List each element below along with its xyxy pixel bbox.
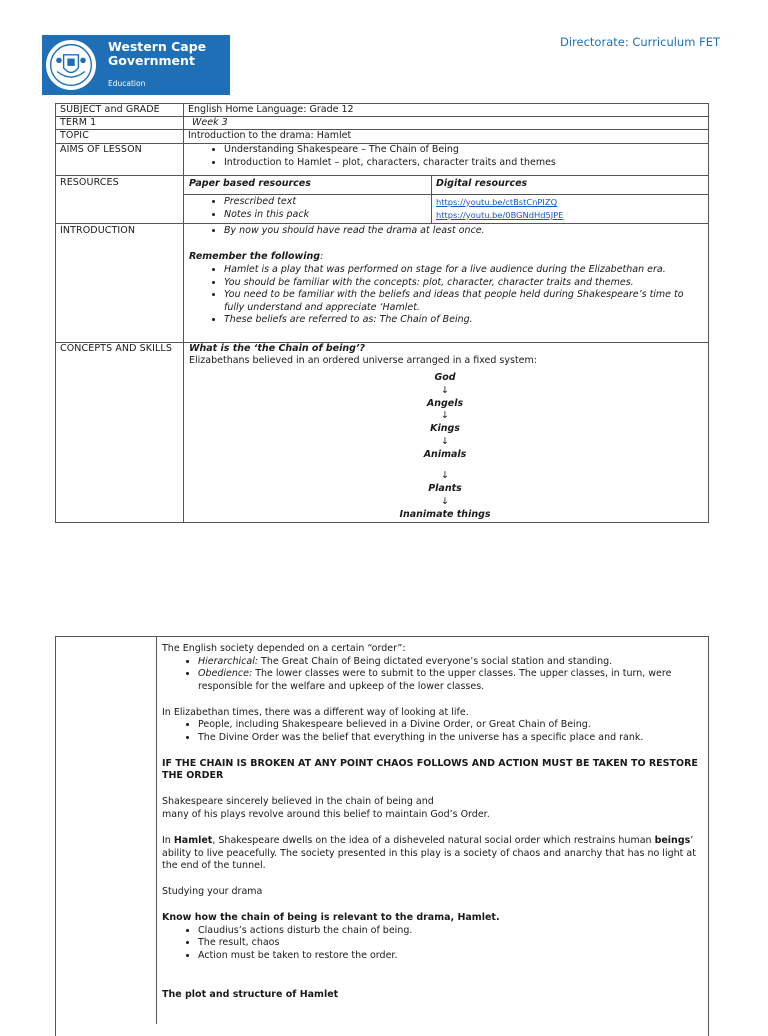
- term-value: Week 3: [192, 117, 228, 128]
- logo-subtitle: Education: [108, 79, 146, 88]
- remember-colon: :: [320, 251, 324, 262]
- aims-label: AIMS OF LESSON: [60, 144, 142, 155]
- arrow-down-icon: ↓: [441, 496, 449, 507]
- chaos-warning: IF THE CHAIN IS BROKEN AT ANY POINT CHAOS FOLLOWS AND ACTION MUST BE TAKEN TO RESTORE THE ORDER: [162, 757, 698, 782]
- hamlet-paragraph: [162, 835, 704, 873]
- chain-item-god: God: [434, 372, 456, 383]
- paper-resource-item: • Notes in this pack: [224, 209, 428, 222]
- row-line: [55, 223, 709, 224]
- arrow-down-icon: ↓: [441, 436, 449, 447]
- shakespeare-belief-1: Shakespeare sincerely believed in the chain of being and: [162, 796, 434, 808]
- intro-item: • You need to be familiar with the beliefs and ideas that people held during Shakespeare’s time to fully understand and appreciate ‘Hamlet.: [224, 289, 704, 314]
- order-term: Obedience:: [198, 668, 253, 680]
- arrow-down-icon: ↓: [441, 385, 449, 396]
- digital-resources-heading: Digital resources: [436, 178, 528, 189]
- row-line: [55, 129, 709, 130]
- topic-value: Introduction to the drama: Hamlet: [188, 130, 352, 141]
- resources-divider: [431, 175, 432, 223]
- table-divider: [156, 636, 157, 1024]
- table-divider: [183, 103, 184, 523]
- remember-text: Remember the following: [189, 251, 321, 262]
- arrow-down-icon: ↓: [441, 470, 449, 481]
- order-item: [198, 656, 704, 669]
- order-text: The Great Chain of Being dictated everyone’s social station and standing.: [258, 655, 613, 667]
- intro-first-item: • By now you should have read the drama at least once.: [224, 225, 703, 238]
- intro-item: • Hamlet is a play that was performed on stage for a live audience during the Elizabethan era.: [224, 264, 704, 277]
- order-term: Hierarchical:: [198, 655, 259, 667]
- chain-item-plants: Plants: [428, 483, 462, 494]
- chain-item-animals: Animals: [423, 449, 467, 460]
- chain-item-angels: Angels: [426, 398, 464, 409]
- shakespeare-belief-2: many of his plays revolve around this belief to maintain God’s Order.: [162, 808, 490, 820]
- introduction-label: INTRODUCTION: [60, 225, 136, 236]
- paper-resources-heading: Paper based resources: [189, 178, 311, 189]
- row-line: [183, 194, 709, 195]
- intro-items-list: [188, 264, 704, 327]
- hamlet-pre: In: [162, 834, 174, 846]
- subject-label: SUBJECT and GRADE: [60, 104, 160, 115]
- logo-line-1: Western Cape: [108, 39, 207, 54]
- logo-title: [108, 40, 206, 68]
- life-item: • People, including Shakespeare believed in a Divine Order, or Great Chain of Being.: [198, 719, 704, 732]
- aims-list: [188, 144, 703, 169]
- aim-item: • Understanding Shakespeare – The Chain of Being: [224, 144, 703, 157]
- coat-of-arms-icon: [44, 38, 98, 92]
- order-item: [198, 668, 704, 693]
- elizabethan-intro: In Elizabethan times, there was a different way of looking at life.: [162, 706, 469, 718]
- remember-heading: [189, 251, 323, 263]
- know-item: • The result, chaos: [198, 937, 704, 950]
- hamlet-mid: , Shakespeare dwells on the idea of a disheveled natural social order which restrains human: [212, 834, 655, 846]
- chain-question: What is the ‘the Chain of being’?: [189, 343, 366, 354]
- intro-item: • These beliefs are referred to as: The Chain of Being.: [224, 314, 704, 327]
- beings-word: beings: [654, 834, 691, 846]
- chain-item-kings: Kings: [430, 423, 460, 434]
- arrow-down-icon: ↓: [441, 410, 449, 421]
- youtube-link-2[interactable]: https://youtu.be/0BGNdHd5JPE: [436, 210, 564, 220]
- know-item: • Action must be taken to restore the order.: [198, 950, 704, 963]
- intro-item: • You should be familiar with the concepts: plot, character, character traits and themes.: [224, 277, 704, 290]
- know-item: • Claudius’s actions disturb the chain of being.: [198, 925, 704, 938]
- life-item: • The Divine Order was the belief that everything in the universe has a specific place and rank.: [198, 732, 704, 745]
- directorate-label: Directorate: Curriculum FET: [560, 35, 720, 49]
- chain-item-inanimate: Inanimate things: [399, 509, 491, 520]
- youtube-link-1[interactable]: https://youtu.be/ctBstCnPIZQ: [436, 197, 558, 207]
- hamlet-post: ’ ability to live peacefully. The society presented in this play is a society of chaos and anarchy that has no light at the end of the tunnel.: [162, 834, 696, 872]
- topic-label: TOPIC: [60, 130, 89, 141]
- hamlet-title: Hamlet: [173, 834, 213, 846]
- aim-item: • Introduction to Hamlet – plot, characters, character traits and themes: [224, 157, 703, 170]
- studying-drama: Studying your drama: [162, 886, 263, 898]
- row-line: [55, 116, 709, 117]
- order-intro: The English society depended on a certain “order”:: [162, 643, 406, 654]
- order-text: The lower classes were to submit to the upper classes. The upper classes, in turn, were responsible for the welfare and upkeep of the lower classes.: [198, 668, 672, 692]
- term-label: TERM 1: [60, 117, 97, 128]
- chain-intro: Elizabethans believed in an ordered universe arranged in a fixed system:: [189, 355, 537, 366]
- plot-heading: The plot and structure of Hamlet: [162, 988, 339, 1000]
- concepts-label: CONCEPTS AND SKILLS: [60, 343, 172, 354]
- continuation-content: [162, 643, 704, 1001]
- logo-line-2: Government: [108, 53, 195, 68]
- know-heading: Know how the chain of being is relevant to the drama, Hamlet.: [162, 911, 500, 923]
- resources-label: RESOURCES: [60, 177, 119, 188]
- paper-resource-item: • Prescribed text: [224, 196, 428, 209]
- paper-resources-list: [188, 196, 428, 221]
- intro-first-list: [188, 225, 703, 238]
- row-line: [55, 175, 709, 176]
- subject-value: English Home Language: Grade 12: [188, 104, 354, 115]
